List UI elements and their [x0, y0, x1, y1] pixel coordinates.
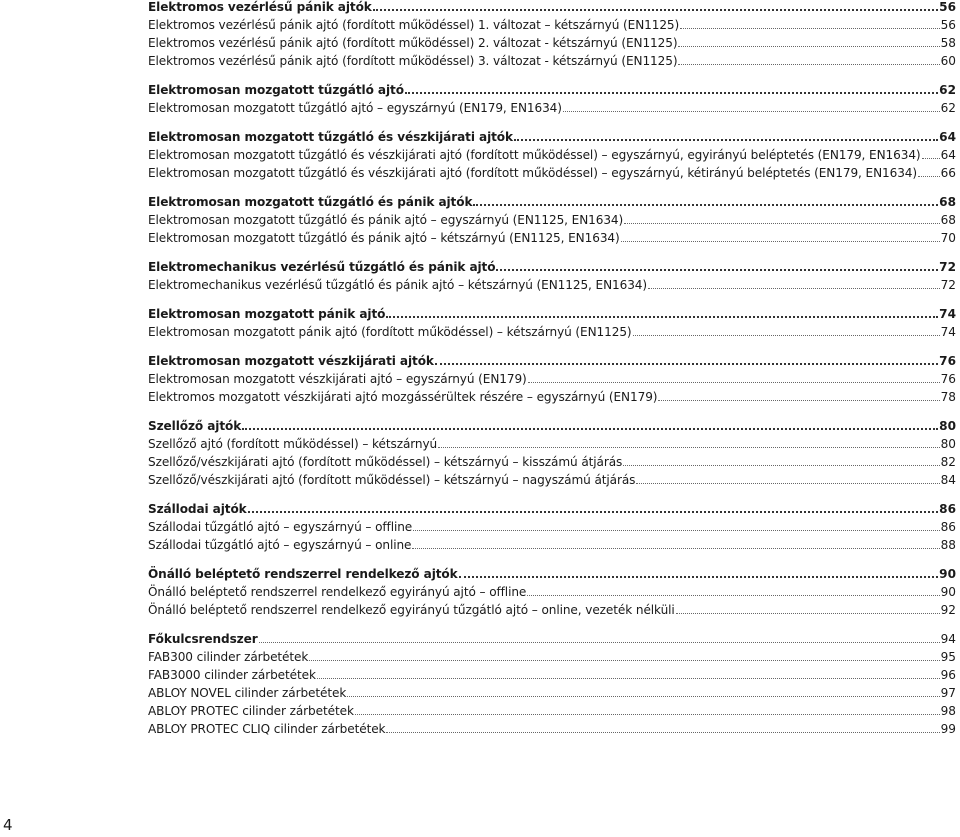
toc-entry-title: Szállodai ajtók [148, 502, 247, 516]
toc-heading[interactable] [148, 417, 956, 435]
dot-leader [514, 138, 938, 141]
toc-entry-title: Szellőző ajtók [148, 419, 242, 433]
dot-leader [386, 731, 939, 733]
toc-entry-page: 58 [940, 36, 956, 50]
toc-entry-title: Szellőző/vészkijárati ajtó (fordított működéssel) – kétszárnyú – kisszámú átjárás [148, 455, 623, 469]
dot-leader [355, 713, 940, 715]
dot-leader [922, 157, 940, 159]
toc-entry[interactable] [148, 453, 956, 471]
toc-entry[interactable] [148, 435, 956, 453]
toc-entry[interactable] [148, 164, 956, 182]
toc-entry-title: Elektromosan mozgatott tűzgátló és pánik ajtó – kétszárnyú (EN1125, EN1634) [148, 231, 620, 245]
page-number: 4 [3, 816, 13, 834]
toc-entry-title: ABLOY PROTEC CLIQ cilinder zárbetétek [148, 722, 386, 736]
toc-entry-page: 76 [940, 372, 956, 386]
dot-leader [412, 547, 939, 549]
toc-entry-page: 64 [940, 148, 956, 162]
toc-entry[interactable] [148, 648, 956, 666]
toc-entry-title: Elektromosan mozgatott pánik ajtó [148, 307, 386, 321]
toc-section [148, 500, 956, 554]
toc-entry-title: Elektromosan mozgatott tűzgátló ajtó [148, 83, 404, 97]
toc-entry-page: 88 [940, 538, 956, 552]
toc-entry-page: 98 [940, 704, 956, 718]
toc-heading[interactable] [148, 352, 956, 370]
table-of-contents [148, 0, 956, 749]
toc-heading[interactable] [148, 128, 956, 146]
toc-entry-page: 62 [940, 101, 956, 115]
toc-entry[interactable] [148, 323, 956, 341]
dot-leader [678, 45, 939, 47]
dot-leader [242, 427, 938, 430]
dot-leader [658, 399, 939, 401]
toc-entry-page: 56 [939, 0, 956, 14]
toc-entry-page: 60 [940, 54, 956, 68]
toc-entry-title: Elektromosan mozgatott tűzgátló és vészkijárati ajtók [148, 130, 513, 144]
toc-entry-page: 70 [940, 231, 956, 245]
toc-entry[interactable] [148, 52, 956, 70]
toc-heading[interactable] [148, 305, 956, 323]
toc-section [148, 305, 956, 341]
toc-entry-title: Szellőző/vészkijárati ajtó (fordított működéssel) – kétszárnyú – nagyszámú átjárás [148, 473, 636, 487]
toc-entry-title: Elektromosan mozgatott tűzgátló és pánik ajtó – egyszárnyú (EN1125, EN1634) [148, 213, 624, 227]
toc-section [148, 417, 956, 489]
toc-entry-title: Elektromosan mozgatott vészkijárati ajtók [148, 354, 434, 368]
toc-entry-page: 68 [940, 213, 956, 227]
toc-heading[interactable] [148, 630, 956, 648]
dot-leader [636, 482, 939, 484]
dot-leader [496, 268, 938, 271]
dot-leader [309, 659, 939, 661]
dot-leader [459, 575, 939, 578]
toc-entry[interactable] [148, 583, 956, 601]
dot-leader [248, 510, 939, 513]
toc-entry-title: ABLOY NOVEL cilinder zárbetétek [148, 686, 347, 700]
toc-section [148, 565, 956, 619]
toc-section [148, 193, 956, 247]
toc-heading[interactable] [148, 258, 956, 276]
dot-leader [317, 677, 940, 679]
dot-leader [623, 464, 939, 466]
toc-entry[interactable] [148, 388, 956, 406]
toc-heading[interactable] [148, 500, 956, 518]
toc-entry-page: 76 [939, 354, 956, 368]
toc-entry-title: ABLOY PROTEC cilinder zárbetétek [148, 704, 354, 718]
dot-leader [676, 612, 940, 614]
toc-entry-page: 96 [940, 668, 956, 682]
toc-section [148, 258, 956, 294]
dot-leader [648, 287, 940, 289]
toc-entry-title: Önálló beléptető rendszerrel rendelkező egyirányú ajtó – offline [148, 585, 527, 599]
toc-entry-page: 66 [940, 166, 956, 180]
toc-entry-page: 95 [940, 650, 956, 664]
toc-entry-page: 92 [940, 603, 956, 617]
toc-section [148, 128, 956, 182]
toc-entry[interactable] [148, 211, 956, 229]
toc-entry-title: Szellőző ajtó (fordított működéssel) – kétszárnyú [148, 437, 438, 451]
dot-leader [438, 446, 939, 448]
toc-entry-title: Elektromosan mozgatott tűzgátló és vészkijárati ajtó (fordított működéssel) – egyszárnyú, egyirányú beléptetés (EN179, EN1634) [148, 148, 921, 162]
toc-entry-title: Elektromechanikus vezérlésű tűzgátló és pánik ajtó – kétszárnyú (EN1125, EN1634) [148, 278, 648, 292]
toc-entry-page: 90 [939, 567, 956, 581]
toc-entry-title: Elektromosan mozgatott tűzgátló és pánik ajtók [148, 195, 473, 209]
toc-entry[interactable] [148, 601, 956, 619]
toc-section [148, 630, 956, 738]
toc-section [148, 0, 956, 70]
toc-entry-title: Elektromosan mozgatott tűzgátló és vészkijárati ajtó (fordított működéssel) – egyszárnyú, kétirányú beléptetés (EN179, EN1634) [148, 166, 918, 180]
toc-entry-page: 82 [940, 455, 956, 469]
toc-entry-page: 84 [940, 473, 956, 487]
toc-entry[interactable] [148, 536, 956, 554]
toc-entry-page: 74 [939, 307, 956, 321]
toc-entry-page: 64 [939, 130, 956, 144]
toc-entry[interactable] [148, 99, 956, 117]
toc-section [148, 81, 956, 117]
toc-entry-page: 56 [940, 18, 956, 32]
toc-entry-title: Elektromechanikus vezérlésű tűzgátló és pánik ajtó [148, 260, 496, 274]
toc-entry[interactable] [148, 471, 956, 489]
toc-entry-title: Önálló beléptető rendszerrel rendelkező ajtók [148, 567, 458, 581]
toc-entry[interactable] [148, 666, 956, 684]
dot-leader [624, 222, 939, 224]
toc-entry-page: 62 [939, 83, 956, 97]
toc-entry-page: 80 [939, 419, 956, 433]
dot-leader [563, 110, 940, 112]
toc-entry-page: 90 [940, 585, 956, 599]
toc-heading[interactable] [148, 565, 956, 583]
toc-entry-title: Önálló beléptető rendszerrel rendelkező egyirányú tűzgátló ajtó – online, vezeték nélküli [148, 603, 675, 617]
dot-leader [527, 594, 939, 596]
dot-leader [413, 529, 939, 531]
toc-entry[interactable] [148, 518, 956, 536]
toc-entry[interactable] [148, 720, 956, 738]
toc-entry-title: Elektromosan mozgatott vészkijárati ajtó – egyszárnyú (EN179) [148, 372, 527, 386]
toc-heading[interactable] [148, 193, 956, 211]
dot-leader [528, 381, 940, 383]
toc-entry[interactable] [148, 16, 956, 34]
dot-leader [918, 175, 940, 177]
toc-entry[interactable] [148, 370, 956, 388]
dot-leader [435, 362, 938, 365]
dot-leader [621, 240, 940, 242]
toc-entry-title: Szállodai tűzgátló ajtó – egyszárnyú – offline [148, 520, 413, 534]
toc-entry-title: Elektromos mozgatott vészkijárati ajtó mozgássérültek részére – egyszárnyú (EN179) [148, 390, 658, 404]
toc-heading[interactable] [148, 0, 956, 16]
toc-entry-page: 80 [940, 437, 956, 451]
toc-entry-title: Főkulcsrendszer [148, 632, 258, 646]
dot-leader [373, 8, 938, 11]
toc-entry[interactable] [148, 146, 956, 164]
dot-leader [678, 63, 939, 65]
toc-entry-title: Szállodai tűzgátló ajtó – egyszárnyú – online [148, 538, 412, 552]
toc-entry[interactable] [148, 702, 956, 720]
toc-entry-page: 99 [940, 722, 956, 736]
dot-leader [633, 334, 940, 336]
toc-entry-page: 68 [939, 195, 956, 209]
dot-leader [473, 203, 938, 206]
toc-entry-title: Elektromos vezérlésű pánik ajtó (fordított működéssel) 3. változat - kétszárnyú (EN1125) [148, 54, 678, 68]
dot-leader [386, 315, 938, 318]
toc-entry-title: FAB3000 cilinder zárbetétek [148, 668, 316, 682]
toc-entry[interactable] [148, 684, 956, 702]
toc-entry-title: Elektromosan mozgatott tűzgátló ajtó – egyszárnyú (EN179, EN1634) [148, 101, 562, 115]
toc-entry-title: Elektromos vezérlésű pánik ajtó (fordított működéssel) 2. változat - kétszárnyú (EN1125) [148, 36, 678, 50]
toc-entry[interactable] [148, 34, 956, 52]
toc-entry[interactable] [148, 229, 956, 247]
toc-entry-title: Elektromos vezérlésű pánik ajtó (fordított működéssel) 1. változat – kétszárnyú (EN1125) [148, 18, 680, 32]
toc-entry-page: 78 [940, 390, 956, 404]
dot-leader [680, 27, 939, 29]
toc-entry-title: FAB300 cilinder zárbetétek [148, 650, 309, 664]
toc-entry-page: 86 [940, 520, 956, 534]
toc-entry-title: Elektromosan mozgatott pánik ajtó (fordított működéssel) – kétszárnyú (EN1125) [148, 325, 632, 339]
toc-entry-title: Elektromos vezérlésű pánik ajtók [148, 0, 372, 14]
toc-entry-page: 72 [940, 278, 956, 292]
toc-entry-page: 94 [940, 632, 956, 646]
toc-entry-page: 72 [939, 260, 956, 274]
toc-section [148, 352, 956, 406]
toc-entry-page: 97 [940, 686, 956, 700]
dot-leader [405, 91, 938, 94]
dot-leader [347, 695, 939, 697]
toc-entry-page: 74 [940, 325, 956, 339]
toc-entry[interactable] [148, 276, 956, 294]
toc-entry-page: 86 [939, 502, 956, 516]
dot-leader [259, 641, 940, 643]
toc-heading[interactable] [148, 81, 956, 99]
